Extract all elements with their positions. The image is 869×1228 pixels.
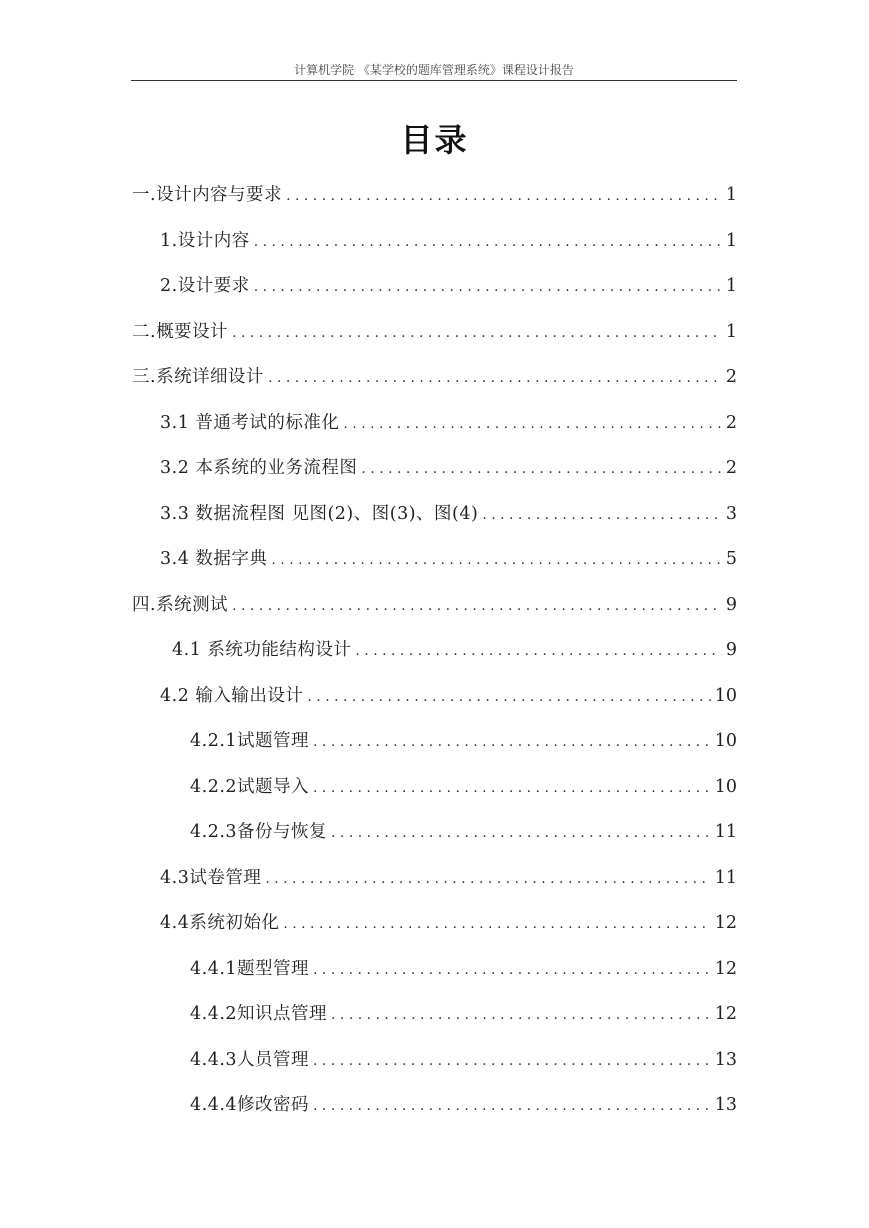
toc-dot-leader — [331, 815, 711, 851]
toc-page-number: 1 — [725, 321, 737, 342]
toc-entry-text: 4.2.1试题管理 — [190, 731, 310, 751]
toc-entry-text: 4.3试卷管理 — [160, 867, 262, 888]
toc-dot-leader — [482, 497, 722, 533]
toc-title: 目录 — [400, 121, 469, 159]
toc-dot-leader — [283, 906, 710, 942]
toc-page-number: 9 — [725, 640, 737, 660]
toc-page-number: 9 — [725, 594, 737, 615]
toc-entry[interactable] — [0, 359, 869, 405]
toc-entry[interactable] — [0, 723, 869, 769]
toc-entry[interactable] — [0, 814, 869, 860]
toc-entry[interactable] — [0, 1087, 869, 1133]
header-text: 计算机学院 《某学校的题库管理系统》课程设计报告 — [294, 63, 574, 77]
toc-entry[interactable] — [0, 951, 869, 997]
toc-entry-text: 4.4.1题型管理 — [190, 958, 310, 979]
toc-page-number: 1 — [725, 185, 737, 205]
toc-entry-text: 4.1 系统功能结构设计 — [172, 640, 352, 660]
toc-dot-leader — [313, 770, 711, 806]
toc-dot-leader — [313, 1043, 711, 1079]
toc-dot-leader — [271, 542, 721, 578]
page-header — [131, 60, 737, 81]
toc-dot-leader — [268, 360, 722, 396]
toc-dot-leader — [313, 1088, 711, 1124]
toc-dot-leader — [232, 588, 722, 624]
toc-entry-text: 三.系统详细设计 — [132, 367, 265, 387]
toc-entry[interactable] — [0, 314, 869, 360]
toc-page-number: 2 — [725, 367, 737, 387]
toc-entry[interactable] — [0, 587, 869, 633]
toc-entry-text: 4.4.4修改密码 — [190, 1095, 310, 1115]
toc-page-number: 2 — [725, 458, 737, 478]
toc-dot-leader — [254, 224, 722, 260]
toc-entry-text: 3.1 普通考试的标准化 — [160, 412, 340, 433]
toc-page-number: 11 — [714, 867, 737, 888]
toc-entry-text: 4.4.3人员管理 — [190, 1049, 310, 1070]
toc-entry[interactable] — [0, 541, 869, 587]
toc-entry-text: 4.2 输入输出设计 — [160, 685, 304, 706]
toc-dot-leader — [343, 406, 721, 442]
toc-entry-text: 4.2.3备份与恢复 — [190, 822, 328, 842]
toc-dot-leader — [313, 724, 711, 760]
toc-entry[interactable] — [0, 678, 869, 724]
toc-entry[interactable] — [0, 496, 869, 542]
toc-page-number: 2 — [725, 412, 737, 433]
toc-page-number: 11 — [714, 822, 737, 842]
toc-page-number: 10 — [714, 776, 737, 797]
toc-entry-text: 4.2.2试题导入 — [190, 776, 310, 797]
toc-page-number: 5 — [725, 549, 737, 569]
toc-page-number: 12 — [714, 1004, 737, 1024]
toc-page-number: 10 — [714, 685, 737, 706]
toc-page-number: 10 — [714, 731, 737, 751]
toc-entry-text: 一.设计内容与要求 — [132, 185, 283, 205]
toc-entry[interactable] — [0, 177, 869, 223]
toc-entry[interactable] — [0, 405, 869, 451]
toc-entry-text: 四.系统测试 — [132, 594, 229, 615]
toc-entry[interactable] — [0, 223, 869, 269]
toc-dot-leader — [355, 633, 721, 669]
toc-page-number: 1 — [725, 276, 737, 296]
toc-entry[interactable] — [0, 632, 869, 678]
toc-dot-leader — [331, 997, 711, 1033]
toc-entry[interactable] — [0, 450, 869, 496]
toc-entry-text: 二.概要设计 — [132, 321, 229, 342]
toc-entry-text: 2.设计要求 — [160, 276, 250, 296]
toc-dot-leader — [313, 952, 711, 988]
toc-entry[interactable] — [0, 769, 869, 815]
toc-page-number: 12 — [714, 913, 737, 933]
toc-entry-text: 3.4 数据字典 — [160, 549, 268, 569]
toc-dot-leader — [254, 269, 722, 305]
toc-dot-leader — [265, 861, 710, 897]
toc-entry[interactable] — [0, 268, 869, 314]
toc-page-number: 13 — [714, 1095, 737, 1115]
toc-entry[interactable] — [0, 996, 869, 1042]
toc-entry-text: 1.设计内容 — [160, 230, 250, 251]
toc-page-number: 3 — [725, 503, 737, 524]
toc-entry-text: 3.3 数据流程图 见图(2)、图(3)、图(4) — [160, 503, 479, 524]
toc-entry[interactable] — [0, 905, 869, 951]
toc-entry[interactable] — [0, 1042, 869, 1088]
toc-page-number: 1 — [725, 230, 737, 251]
toc-dot-leader — [286, 178, 722, 214]
toc-dot-leader — [307, 679, 710, 715]
toc-entry-text: 3.2 本系统的业务流程图 — [160, 458, 358, 478]
toc-page-number: 12 — [714, 958, 737, 979]
toc-dot-leader — [361, 451, 721, 487]
toc-entry-text: 4.4.2知识点管理 — [190, 1004, 328, 1024]
toc-page-number: 13 — [714, 1049, 737, 1070]
toc-entry[interactable] — [0, 860, 869, 906]
table-of-contents — [0, 177, 869, 1133]
toc-dot-leader — [232, 315, 722, 351]
toc-entry-text: 4.4系统初始化 — [160, 913, 280, 933]
